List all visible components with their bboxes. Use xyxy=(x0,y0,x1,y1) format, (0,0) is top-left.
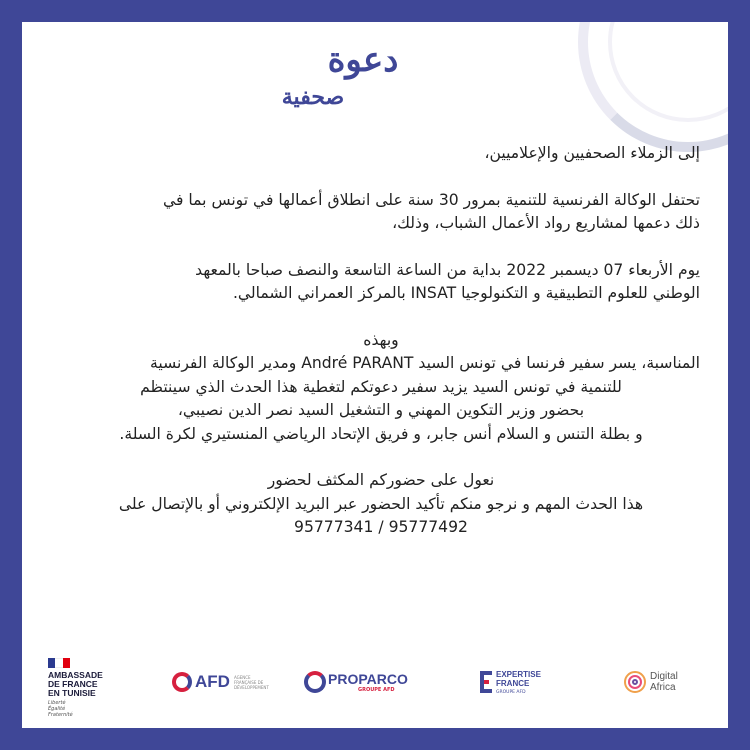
expertise-france-subtitle: GROUPE AFD xyxy=(496,689,526,695)
p3-line1-end: ومدير الوكالة الفرنسية xyxy=(150,354,297,372)
afd-ring-icon xyxy=(172,672,192,692)
expertise-france-name: EXPERTISE FRANCE xyxy=(496,669,541,688)
embassy-name: AMBASSADE DE FRANCE EN TUNISIE xyxy=(48,670,103,698)
proparco-logo xyxy=(304,652,408,712)
expertise-e-icon xyxy=(480,671,492,693)
paragraph-3-line-1 xyxy=(62,352,700,376)
p3-line1-start: المناسبة، يسر سفير فرنسا في تونس السيد xyxy=(418,354,700,372)
phone-numbers: 95777341 / 95777492 xyxy=(294,518,468,536)
afd-logo xyxy=(172,652,268,712)
proparco-name: PROPARCO xyxy=(328,671,408,687)
paragraph-1-line-2: ذلك دعمها لمشاريع رواد الأعمال الشباب، وذلك، xyxy=(392,214,700,232)
paragraph-4-line-2: هذا الحدث المهم و نرجو منكم تأكيد الحضور عبر البريد الإلكتروني أو بالإتصال على xyxy=(118,494,644,513)
digital-africa-icon xyxy=(624,671,646,693)
paragraph-2-line-2: الوطني للعلوم التطبيقية و التكنولوجيا INSAT بالمركز العمراني الشمالي. xyxy=(232,284,700,302)
afd-name: AFD xyxy=(195,672,230,691)
paragraph-2-line-1: يوم الأربعاء 07 ديسمبر 2022 بداية من الساعة التاسعة والنصف صباحا بالمعهد xyxy=(195,260,700,279)
greeting: إلى الزملاء الصحفيين والإعلاميين، xyxy=(484,144,700,162)
title-main: دعوة xyxy=(327,40,399,80)
paragraph-3-line-4: و بطلة التنس و السلام أنس جابر، و فريق الإتحاد الرياضي المنستيري لكرة السلة. xyxy=(119,424,643,443)
proparco-ring-icon xyxy=(304,671,326,693)
proparco-subtitle: GROUPE AFD xyxy=(358,687,395,693)
french-flag-icon xyxy=(48,658,70,668)
partner-logos xyxy=(22,652,728,718)
expertise-france-logo xyxy=(480,652,541,712)
paragraph-1-line-1: تحتفل الوكالة الفرنسية للتنمية بمرور 30 سنة على انطلاق أعمالها في تونس بما في xyxy=(162,190,700,209)
paragraph-3-heading: وبهذه xyxy=(363,330,399,349)
paragraph-4-line-1: نعول على حضوركم المكثف لحضور xyxy=(267,471,495,489)
embassy-motto: Liberté Égalité Fraternité xyxy=(48,700,73,718)
embassy-logo xyxy=(48,658,103,718)
ambassador-name: André PARANT xyxy=(301,354,414,372)
paragraph-3-line-2: للتنمية في تونس السيد يزيد سفير دعوتكم لتغطية هذا الحدث الذي سينتظم xyxy=(140,377,622,396)
afd-subtitle: AGENCE FRANÇAISE DE DÉVELOPPEMENT xyxy=(233,674,269,690)
digital-africa-logo xyxy=(624,652,678,712)
digital-africa-name: Digital Africa xyxy=(650,671,678,693)
title-sub: صحفية xyxy=(281,84,345,110)
invitation-body xyxy=(62,142,700,540)
paragraph-3-line-3: بحضور وزير التكوين المهني و التشغيل السيد نصر الدين نصيبي، xyxy=(177,401,585,419)
invitation-card xyxy=(22,22,728,728)
